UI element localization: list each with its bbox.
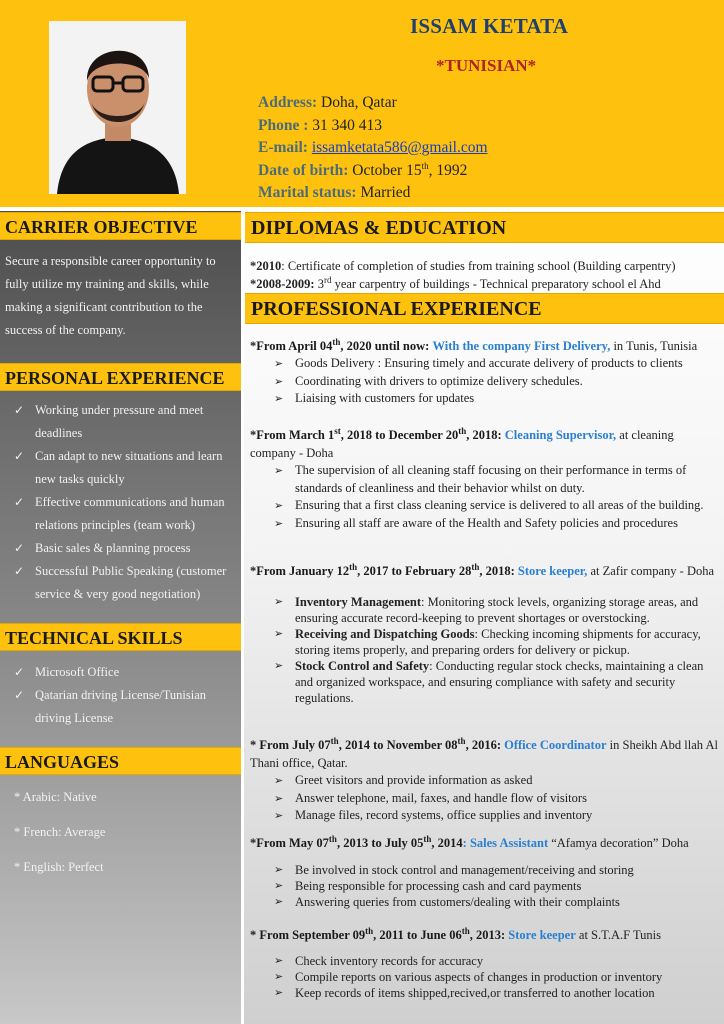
job-tasks: [250, 862, 720, 910]
job-role: Store keeper: [508, 928, 576, 942]
task-item: [274, 985, 720, 1001]
email-link[interactable]: issamketata586@gmail.com: [311, 139, 488, 156]
experience-heading: PROFESSIONAL EXPERIENCE: [245, 293, 724, 324]
task-text: Check inventory records for accuracy: [295, 954, 484, 968]
job-date: , 2018:: [466, 428, 502, 442]
check-icon: ✓: [14, 403, 25, 417]
task-text: Coordinating with drivers to optimize delivery schedules.: [295, 373, 583, 388]
job-date: , 2011 to June 06: [373, 928, 462, 942]
task-item: [274, 807, 720, 825]
task-item: [274, 894, 720, 910]
task-text: Be involved in stock control and management/receiving and storing: [295, 863, 634, 877]
arrow-bullet-icon: ➢: [274, 464, 284, 477]
address-line: [258, 92, 488, 115]
arrow-bullet-icon: ➢: [274, 774, 284, 787]
job-date: * From July 07: [250, 738, 331, 752]
task-item: [274, 969, 720, 985]
education-text: year carpentry of buildings - Technical preparatory school el Ahd: [331, 277, 661, 291]
phone-value: 31 340 413: [312, 116, 382, 134]
job-tasks: [250, 594, 720, 706]
task-title: Inventory Management: [295, 595, 422, 609]
arrow-bullet-icon: ➢: [274, 627, 284, 640]
email-line: [258, 137, 488, 160]
job-date: , 2017 to February 28: [357, 564, 472, 578]
job-role: : Sales Assistant: [462, 836, 549, 850]
personal-list: [14, 399, 239, 606]
task-item: [274, 373, 720, 391]
task-text: Manage files, record systems, office supplies and inventory: [295, 808, 593, 822]
list-item: [14, 684, 239, 730]
check-icon: ✓: [14, 495, 25, 509]
personal-heading: PERSONAL EXPERIENCE: [0, 363, 241, 391]
list-item-text: Microsoft Office: [35, 665, 120, 679]
education-text: 3: [314, 277, 324, 291]
task-text: Ensuring all staff are aware of the Health and Safety policies and procedures: [295, 515, 678, 530]
arrow-bullet-icon: ➢: [274, 970, 284, 983]
task-text: Answer telephone, mail, faxes, and handle flow of visitors: [295, 790, 587, 805]
education-item: [250, 275, 720, 293]
education-text: : Certificate of completion of studies from training school (Building carpentry): [281, 259, 676, 273]
job-header: [250, 834, 720, 852]
task-item: [274, 878, 720, 894]
list-item: [14, 491, 239, 537]
marital-label: Marital status:: [258, 184, 357, 201]
job-date-sup: th: [330, 735, 339, 746]
task-text: Keep records of items shipped,recived,or transferred to another location: [295, 986, 655, 1000]
profile-photo: [49, 21, 186, 194]
task-item: [274, 515, 720, 533]
list-item: [14, 537, 239, 560]
task-text: : Monitoring stock levels, organizing storage areas, and ensuring accurate record-keeping to prevent shortages or overstocking.: [295, 595, 699, 625]
address-value: Doha, Qatar: [321, 94, 397, 111]
list-item-text: Basic sales & planning process: [35, 541, 191, 555]
job-place: at S.T.A.F Tunis: [575, 928, 661, 942]
dob-text: October 15: [352, 161, 422, 179]
education-item: [250, 257, 720, 275]
job-header: [250, 926, 720, 944]
job-entry: [250, 337, 720, 408]
job-date-sup: th: [365, 925, 374, 936]
job-role: Office Coordinator: [504, 738, 607, 752]
marital-value: Married: [360, 184, 411, 201]
job-date-sup: th: [328, 833, 337, 844]
arrow-bullet-icon: ➢: [274, 516, 284, 530]
task-item: [274, 953, 720, 969]
job-date: , 2013 to July 05: [336, 836, 424, 850]
job-header: [250, 337, 720, 355]
objective-text: Secure a responsible career opportunity to fully utilize my training and skills, while making a significant contribution to the success of the company.: [5, 254, 216, 337]
job-date: * From September 09: [250, 928, 366, 942]
marital-line: [258, 182, 488, 205]
job-header: [250, 736, 720, 772]
job-entry: [250, 562, 720, 706]
contact-details: [258, 92, 488, 205]
task-text: Ensuring that a first class cleaning service is delivered to all areas of the building.: [295, 498, 704, 512]
job-entry: [250, 736, 720, 825]
job-tasks: [250, 772, 720, 825]
job-tasks: [250, 462, 720, 532]
job-place: at Zafir company - Doha: [587, 564, 715, 578]
languages-heading: LANGUAGES: [0, 747, 241, 775]
job-date-sup: th: [471, 561, 480, 572]
list-item: [14, 560, 239, 606]
task-text: : Conducting regular stock checks, maintaining a clean and organized workspace, and ensuring compliance with safety and security regulations.: [295, 659, 704, 705]
arrow-bullet-icon: ➢: [274, 879, 284, 892]
education-year: *2010: [250, 259, 282, 273]
list-item-text: Effective communications and human relations principles (team work): [35, 495, 225, 532]
task-item: [274, 462, 720, 497]
arrow-bullet-icon: ➢: [274, 809, 284, 822]
arrow-bullet-icon: ➢: [274, 659, 284, 672]
arrow-bullet-icon: ➢: [274, 392, 284, 405]
check-icon: ✓: [14, 688, 25, 702]
phone-line: [258, 115, 488, 138]
phone-label: Phone :: [258, 116, 309, 134]
task-text: Being responsible for processing cash and card payments: [295, 879, 582, 893]
job-date-sup: th: [332, 336, 341, 347]
email-label: E-mail:: [258, 139, 308, 156]
task-title: Stock Control and Safety: [295, 659, 430, 673]
arrow-bullet-icon: ➢: [274, 374, 284, 388]
job-date-sup: th: [349, 561, 358, 572]
technical-list: [14, 661, 239, 730]
dob-line: [258, 160, 488, 183]
task-item: [274, 790, 720, 808]
check-icon: ✓: [14, 564, 25, 578]
job-header: [250, 426, 720, 462]
job-date: *From April 04: [250, 339, 333, 353]
job-date: , 2020 until now:: [340, 339, 430, 353]
education-list: [250, 257, 720, 293]
arrow-bullet-icon: ➢: [274, 986, 284, 999]
language-item: * English: Perfect: [14, 860, 104, 874]
job-date: , 2014 to November 08: [338, 738, 458, 752]
education-heading: DIPLOMAS & EDUCATION: [245, 212, 724, 243]
nationality: *TUNISIAN*: [436, 56, 537, 75]
job-header: [250, 562, 720, 580]
job-date: , 2013:: [469, 928, 506, 942]
task-item: [274, 497, 720, 515]
task-text: : Checking incoming shipments for accuracy, storing items properly, and preparing orders for delivery or pickup.: [295, 627, 701, 657]
task-text: Liaising with customers for updates: [295, 391, 475, 405]
job-date: , 2018 to December 20: [340, 428, 459, 442]
job-role: Store keeper,: [517, 564, 588, 578]
job-date-sup: th: [457, 735, 466, 746]
language-item: * Arabic: Native: [14, 790, 97, 804]
dob-sup: th: [421, 160, 429, 171]
objective-heading: CARRIER OBJECTIVE: [0, 212, 241, 240]
job-date-sup: th: [461, 925, 470, 936]
arrow-bullet-icon: ➢: [274, 863, 284, 876]
task-title: Receiving and Dispatching Goods: [295, 627, 475, 641]
job-date: , 2014: [431, 836, 463, 850]
arrow-bullet-icon: ➢: [274, 595, 284, 608]
job-date-sup: th: [458, 425, 467, 436]
task-item: [274, 390, 720, 408]
job-role: With the company First Delivery,: [432, 339, 611, 353]
job-place: at cleaning company - Doha: [250, 428, 674, 460]
header-banner: [0, 0, 724, 207]
check-icon: ✓: [14, 449, 25, 463]
list-item-text: Can adapt to new situations and learn new tasks quickly: [35, 449, 223, 486]
list-item: [14, 661, 239, 684]
check-icon: ✓: [14, 665, 25, 679]
list-item-text: Successful Public Speaking (customer service & very good negotiation): [35, 564, 227, 601]
education-sup: rd: [323, 274, 332, 285]
job-entry: [250, 426, 720, 532]
arrow-bullet-icon: ➢: [274, 357, 284, 370]
arrow-bullet-icon: ➢: [274, 499, 284, 512]
task-item: [274, 626, 720, 658]
task-text: Greet visitors and provide information as asked: [295, 773, 533, 787]
check-icon: ✓: [14, 541, 25, 555]
job-tasks: [250, 355, 720, 408]
task-text: Answering queries from customers/dealing with their complaints: [295, 895, 620, 909]
list-item: [14, 445, 239, 491]
job-entry: [250, 926, 720, 1001]
job-role: Cleaning Supervisor,: [504, 428, 617, 442]
arrow-bullet-icon: ➢: [274, 895, 284, 908]
task-item: [274, 772, 720, 790]
task-item: [274, 594, 720, 626]
job-place: in Sheikh Abd llah Al Thani office, Qatar.: [250, 738, 718, 770]
job-date-sup: th: [423, 833, 432, 844]
task-item: [274, 862, 720, 878]
languages-list: [14, 790, 234, 895]
task-item: [274, 658, 720, 706]
job-tasks: [250, 953, 720, 1001]
job-place: in Tunis, Tunisia: [610, 339, 698, 353]
job-date: *From January 12: [250, 564, 350, 578]
technical-heading: TECHNICAL SKILLS: [0, 623, 241, 651]
job-date: , 2016:: [465, 738, 501, 752]
job-date: *From May 07: [250, 836, 329, 850]
job-date: , 2018:: [479, 564, 515, 578]
list-item: [14, 399, 239, 445]
education-year: *2008-2009:: [250, 277, 315, 291]
dob-value: [352, 162, 467, 179]
list-item-text: Working under pressure and meet deadlines: [35, 403, 204, 440]
task-item: [274, 355, 720, 373]
address-label: Address:: [258, 94, 318, 111]
task-text: The supervision of all cleaning staff focusing on their performance in terms of standards of cleanliness and their behavior whilst on duty.: [295, 463, 687, 495]
language-item: * French: Average: [14, 825, 106, 839]
list-item-text: Qatarian driving License/Tunisian driving License: [35, 688, 207, 725]
task-text: Compile reports on various aspects of changes in production or inventory: [295, 970, 663, 984]
job-place: “Afamya decoration” Doha: [548, 836, 689, 850]
arrow-bullet-icon: ➢: [274, 791, 284, 805]
dob-year: , 1992: [428, 161, 468, 179]
person-name: ISSAM KETATA: [410, 14, 569, 38]
job-date-sup: st: [334, 425, 341, 436]
job-date: *From March 1: [250, 428, 335, 442]
task-text: Goods Delivery : Ensuring timely and accurate delivery of products to clients: [295, 356, 683, 370]
arrow-bullet-icon: ➢: [274, 954, 284, 967]
job-entry: [250, 834, 720, 910]
dob-label: Date of birth:: [258, 161, 349, 179]
